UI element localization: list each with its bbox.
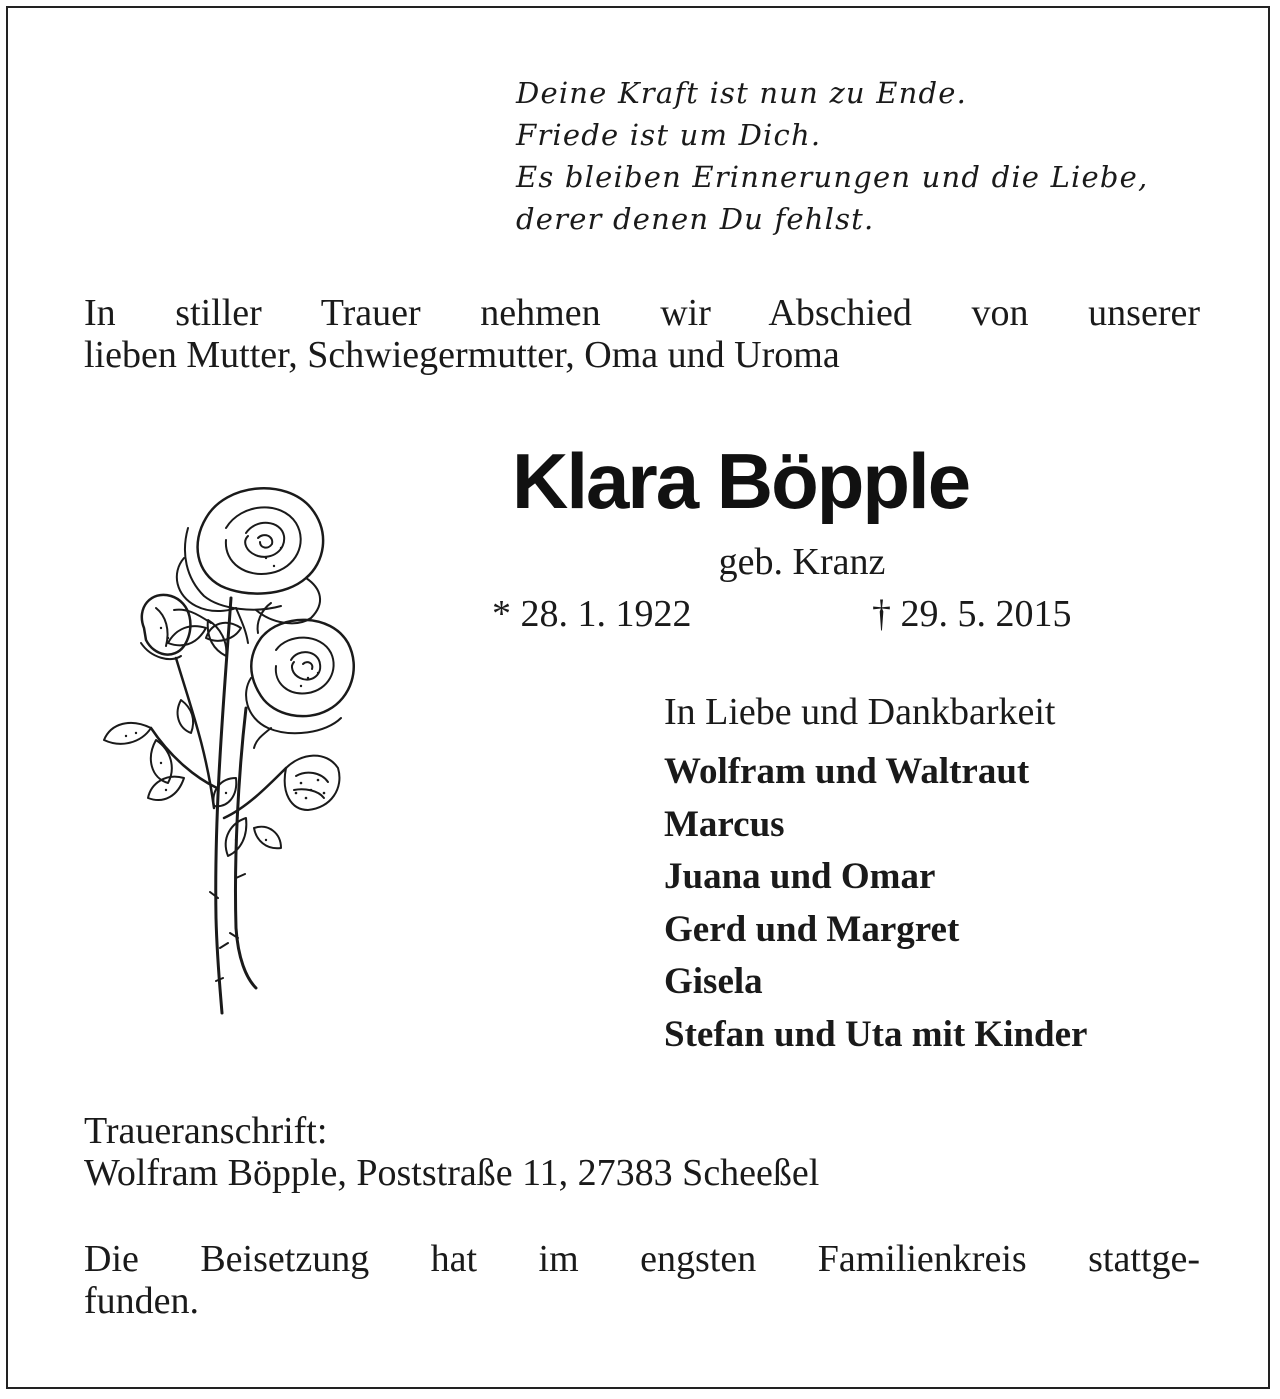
death-date: † 29. 5. 2015: [872, 593, 1072, 635]
intro-text: [84, 292, 1200, 376]
motto-line: Deine Kraft ist nun zu Ende.: [516, 76, 968, 110]
address-text: Wolfram Böpple, Poststraße 11, 27383 Scheeßel: [84, 1152, 820, 1194]
list-item: Gisela: [664, 961, 763, 1002]
address-label: Traueranschrift:: [84, 1110, 328, 1152]
intro-line: lieben Mutter, Schwiegermutter, Oma und Uroma: [84, 334, 840, 376]
born-name: geb. Kranz: [718, 541, 886, 583]
mourning-address: [84, 1110, 819, 1194]
motto-line: Es bleiben Erinnerungen und die Liebe,: [516, 160, 1149, 194]
rose-drawing-icon: [96, 478, 366, 1023]
burial-line: Die Beisetzung hat im engsten Familienkreis stattge-: [84, 1238, 1200, 1280]
motto-line: Friede ist um Dich.: [516, 118, 822, 152]
burial-line: funden.: [84, 1280, 200, 1322]
signoff-text: In Liebe und Dankbarkeit: [664, 691, 1056, 733]
list-item: Wolfram und Waltraut: [664, 751, 1030, 792]
deceased-name: Klara Böpple: [512, 437, 970, 525]
list-item: Stefan und Uta mit Kinder: [664, 1013, 1088, 1055]
list-item: Marcus: [664, 803, 785, 845]
intro-line: In stiller Trauer nehmen wir Abschied von unserer: [84, 292, 1200, 334]
motto-line: derer denen Du fehlst.: [516, 202, 875, 236]
list-item: Juana und Omar: [664, 856, 936, 897]
list-item: Gerd und Margret: [664, 908, 960, 950]
burial-note: [84, 1238, 1200, 1322]
birth-date: * 28. 1. 1922: [492, 593, 692, 635]
motto-verse: [516, 72, 1148, 240]
mourners-list: [664, 746, 1087, 1061]
